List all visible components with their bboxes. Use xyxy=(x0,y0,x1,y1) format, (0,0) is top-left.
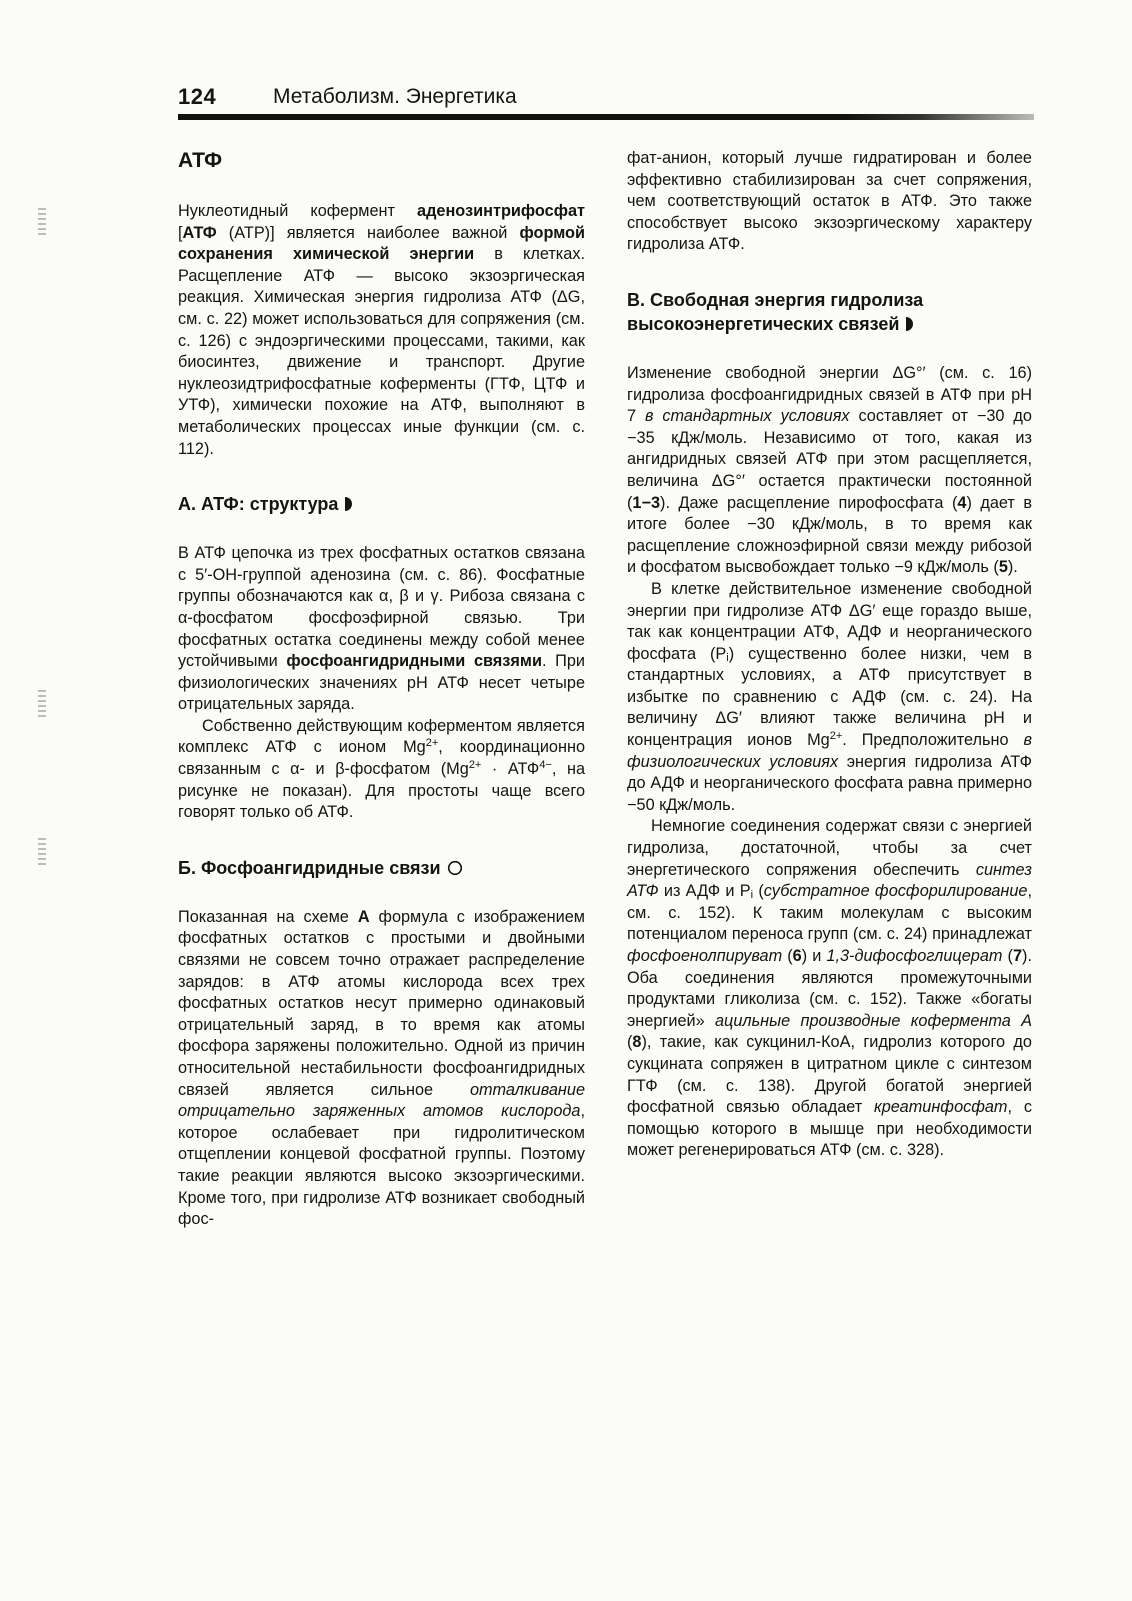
text-run: Нуклеотидный кофермент xyxy=(178,202,418,220)
text-run: энергия гидролиза АТФ до АДФ и неорганического фосфата равна примерно −50 кДж/моль. xyxy=(627,752,1032,814)
section-heading-text: В. Свободная энергия гидролиза xyxy=(627,289,924,310)
filled-half-circle-icon xyxy=(905,314,916,338)
text-run: Показанная на схеме xyxy=(178,907,358,926)
text-run: . Предположительно xyxy=(842,731,1024,750)
superscript: 2+ xyxy=(829,730,843,743)
header-rule xyxy=(178,114,1034,120)
text-run: · АТФ xyxy=(481,760,540,779)
text-run: В АТФ цепочка из трех фосфатных остатков связана с 5′-ОН-группой аденозина (см. с. 86). Фосфатные группы обозначаются как α, β и γ. Рибоза связана с α-фосфатом фосфоэфирной связью. Три фосфатных остатка соединены между собой менее устойчивыми xyxy=(178,544,585,671)
emphasis: синтез АТФ xyxy=(627,860,1032,901)
text-run: , см. с. 152). К таким молекулам с высоким потенциалом переноса групп (см. с. 24) принадлежат xyxy=(627,882,1032,944)
intro-paragraph xyxy=(178,201,585,460)
superscript: 2+ xyxy=(425,737,439,750)
figure-reference: 7 xyxy=(1012,947,1023,965)
superscript: 2+ xyxy=(468,759,482,772)
text-run: Изменение свободной энергии ΔG°′ (см. с. 16) гидролиза фосфоангидридных связей в АТФ при pH 7 xyxy=(627,363,1032,426)
term-atp-abbr: АТФ xyxy=(182,223,217,242)
text-run: из АДФ и P xyxy=(658,882,751,901)
emphasis: в физиологических условиях xyxy=(627,731,1032,771)
section-b-paragraph-1 xyxy=(178,907,585,1231)
article-title: АТФ xyxy=(178,149,223,172)
superscript: 4− xyxy=(539,759,552,772)
text-run: формула с изображением фосфатных остатков с простыми и двойными связями не совсем точно отражает распределение зарядов: в АТФ атомы кислорода всех трех фосфатных остатков несут примерно одинаковый отрицательный заряд, в то время как атомы фосфора заряжены положительно. Одной из причин относительной нестабильности фосфоангидридных связей является сильное xyxy=(178,907,585,1099)
text-run: ) дает в итоге более −30 кДж/моль, в то время как расщепление сложноэфирной связи между рибозой и фосфатом высвобождает только −9 кДж/моль ( xyxy=(627,493,1032,577)
section-heading-b xyxy=(178,856,585,882)
emphasis: отталкивание отрицательно заряженных атомов кислорода xyxy=(178,1080,585,1121)
emphasis: креатинфосфат xyxy=(874,1098,1008,1117)
section-heading-c xyxy=(627,288,1032,338)
figure-reference: А xyxy=(357,907,370,926)
page-header xyxy=(178,84,1034,118)
section-heading-text: высокоэнергетических связей xyxy=(627,313,900,334)
emphasis: ацильные производные кофермента А xyxy=(715,1011,1032,1030)
term-energy-storage: формой сохранения химической энергии xyxy=(178,223,585,264)
text-run: , на рисунке не показан). Для простоты чаще всего говорят только об АТФ. xyxy=(178,760,586,822)
right-column xyxy=(627,148,1032,1162)
text-run: . При физиологических значениях pH АТФ несет четыре отрицательных заряда. xyxy=(178,652,585,714)
text-run: ( xyxy=(627,1033,633,1052)
subscript: i xyxy=(726,651,729,664)
text-run: ) существенно более низки, чем в стандартных условиях, а АТФ присутствует в избытке по сравнению с АДФ (см. с. 24). На величину ΔG′ влияют также величина pH и концентрация ионов Mg xyxy=(627,644,1032,750)
text-run: Собственно действующим коферментом является комплекс АТФ с ионом Mg xyxy=(178,716,585,757)
section-heading-text: Б. Фосфоангидридные связи xyxy=(178,857,441,878)
text-run: ), такие, как сукцинил-КоА, гидролиз которого до сукцината сопряжен в цитратном цикле с синтезом ГТФ (см. с. 138). Другой богатой энергией фосфатной связью обладает xyxy=(627,1033,1032,1117)
section-c-paragraph-3 xyxy=(627,816,1032,1162)
emphasis: фосфоенолпируват xyxy=(627,947,783,965)
page-number: 124 xyxy=(178,84,217,109)
section-a-paragraph-1 xyxy=(178,543,585,716)
section-c-paragraph-1 xyxy=(627,363,1032,579)
term-phosphoanhydride: фосфоангидридными связями xyxy=(286,652,542,671)
text-run: ( xyxy=(753,882,764,901)
continuation-paragraph: фат-анион, который лучше гидратирован и более эффективно стабилизирован за счет сопряжения, чем соответствующий остаток в АТФ. Это также способствует высоко экзоэргическому характеру гидролиза АТФ. xyxy=(627,149,1032,254)
filled-half-circle-icon xyxy=(344,494,355,518)
text-run: составляет от −30 до −35 кДж/моль. Независимо от того, какая из ангидридных связей АТФ при этом расщепляется, величина ΔG°′ остается практически постоянной ( xyxy=(627,407,1032,512)
emphasis: в стандартных условиях xyxy=(644,407,850,426)
text-run: , координационно связанным с α- и β-фосфатом (Mg xyxy=(178,738,586,779)
figure-reference: 6 xyxy=(792,947,802,965)
open-circle-icon xyxy=(447,858,463,882)
text-run: , которое ослабевает при гидролитическом отщеплении концевой фосфатной группы. Поэтому такие реакции являются высоко экзоэргическими. Кроме того, при гидролизе АТФ возникает свободный фос- xyxy=(178,1102,585,1229)
figure-reference: 1−3 xyxy=(632,493,661,512)
emphasis: 1,3-дифосфоглицерат xyxy=(826,947,1003,965)
text-run: ). xyxy=(1007,558,1018,577)
text-run: в клетках. Расщепление АТФ — высоко экзоэргическая реакция. Химическая энергия гидролиза АТФ (ΔG, см. с. 22) может использоваться для сопряжения (см. с. 126) с эндоэргическими процессами, такими, как биосинтез, движение и транспорт. Другие нуклеозидтрифосфатные коферменты (ГТФ, ЦТФ и УТФ), химически похожие на АТФ, выполняют в метаболических процессах иные функции (см. с. 112). xyxy=(178,245,585,458)
figure-reference: 4 xyxy=(957,493,967,512)
subscript: i xyxy=(750,889,754,902)
figure-reference: 8 xyxy=(632,1033,642,1052)
text-run: В клетке действительное изменение свободной энергии при гидролизе АТФ ΔG′ еще гораздо выше, так как концентрации АТФ, АДФ и неорганического фосфата (P xyxy=(627,579,1032,663)
text-run: ). Оба соединения являются промежуточными продуктами гликолиза (см. с. 152). Также «богаты энергией» xyxy=(627,947,1032,1030)
text-run: , с помощью которого в мышце при необходимости может регенерироваться АТФ (см. с. 328). xyxy=(627,1098,1032,1160)
section-c-paragraph-2 xyxy=(627,579,1032,817)
section-a-paragraph-2 xyxy=(178,716,585,824)
section-heading-text: А. АТФ: структура xyxy=(178,494,339,515)
scan-artifact xyxy=(38,690,46,718)
running-title: Метаболизм. Энергетика xyxy=(273,85,517,108)
text-run: ( xyxy=(1002,947,1013,965)
text-run: ( xyxy=(782,947,793,965)
emphasis: субстратное фосфорилирование xyxy=(763,882,1028,901)
text-run: (ATP)] является наиболее важной xyxy=(216,223,520,242)
text-run: Немногие соединения содержат связи с энергией гидролиза, достаточной, чтобы за счет энергетического сопряжения обеспечить xyxy=(627,817,1032,879)
section-heading-a xyxy=(178,492,585,518)
text-run: ). Даже расщепление пирофосфата ( xyxy=(660,493,958,512)
term-atp-full: аденозинтрифосфат xyxy=(417,202,585,220)
scan-artifact xyxy=(38,838,46,868)
text-run: ) и xyxy=(801,947,827,965)
text-run: [ xyxy=(178,223,183,242)
scan-artifact xyxy=(38,208,46,238)
left-column xyxy=(178,148,585,1231)
figure-reference: 5 xyxy=(998,558,1008,577)
